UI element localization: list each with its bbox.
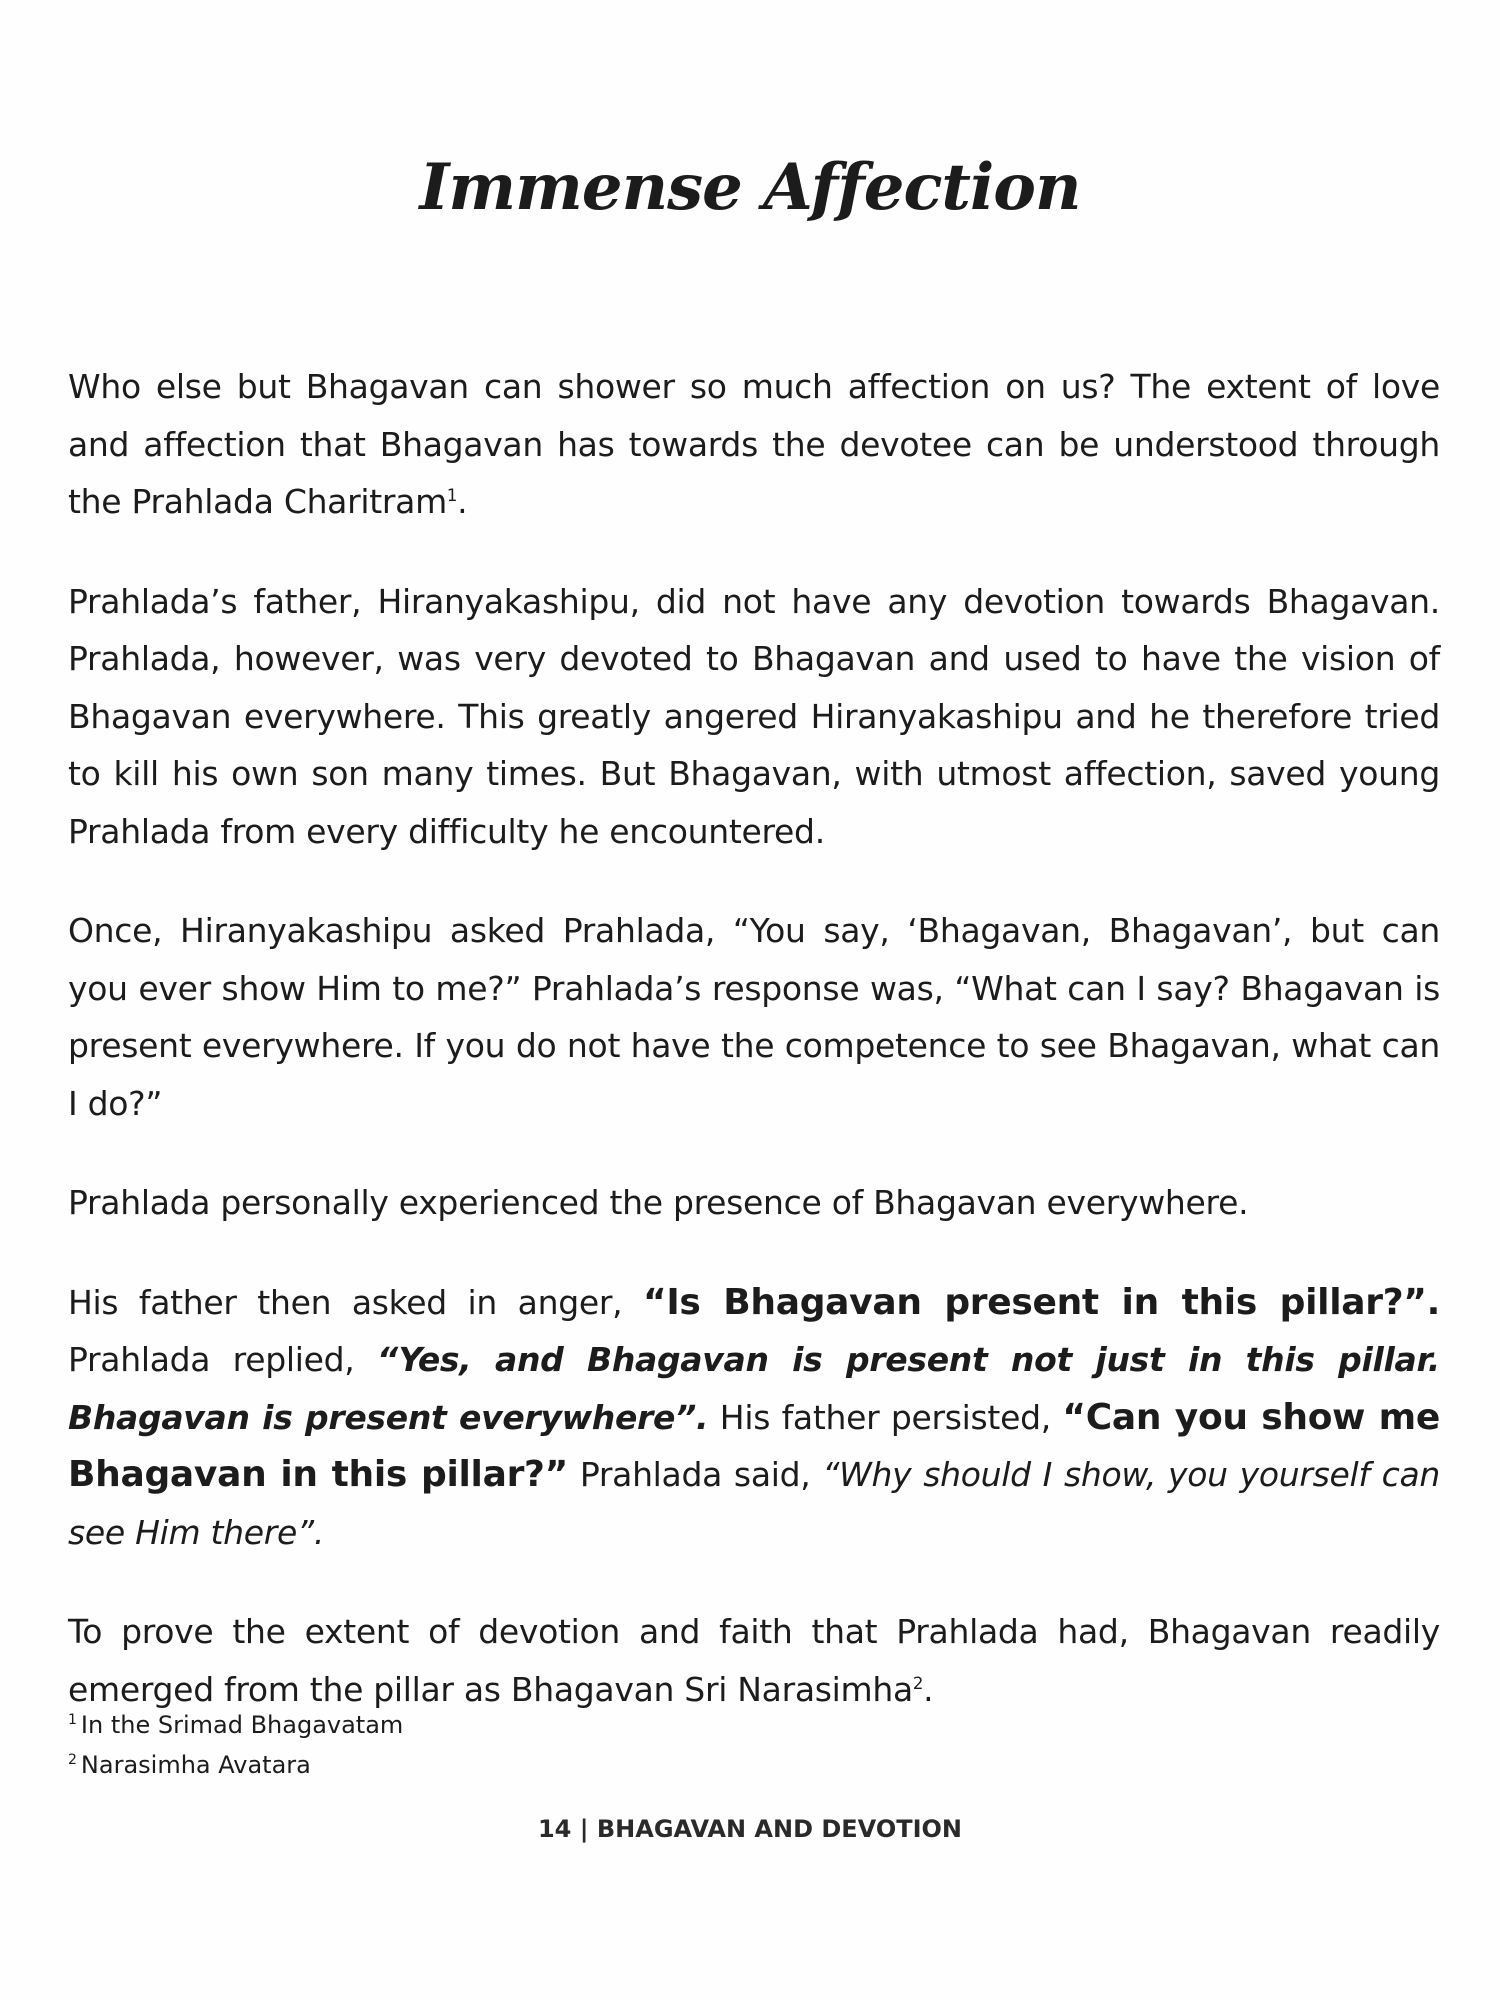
- paragraph-intro-text: Who else but Bhagavan can shower so much affection on us? The extent of love and affection that Bhagavan has towards the devotee can be understood through the Prahlada Charitram: [68, 367, 1440, 521]
- paragraph-narasimha: [68, 1603, 1440, 1718]
- page-footer: 14 | BHAGAVAN AND DEVOTION: [537, 1815, 963, 1843]
- footnote-text: Narasimha Avatara: [80, 1751, 311, 1779]
- footnote-mark: 1: [68, 1712, 77, 1728]
- footnote-2: [68, 1745, 868, 1785]
- footnote-mark: 2: [68, 1752, 77, 1768]
- pillar-quote-2: “Yes, and Bhagavan is present not just in this pillar. Bhagavan is present everywhere”.: [68, 1340, 1440, 1437]
- pillar-quote-1: “Is Bhagavan present in this pillar?”.: [642, 1281, 1441, 1323]
- paragraph-experience: Prahlada personally experienced the presence of Bhagavan everywhere.: [68, 1183, 1249, 1222]
- pillar-text-1: His father then asked in anger,: [68, 1282, 643, 1322]
- body-text: [68, 358, 1440, 1760]
- pillar-text-4: Prahlada said,: [567, 1455, 823, 1494]
- footnote-ref-1: 1: [446, 486, 458, 505]
- footnotes: [68, 1705, 868, 1785]
- paragraph-question: Once, Hiranyakashipu asked Prahlada, “You say, ‘Bhagavan, Bhagavan’, but can you ever show Him to me?” Prahlada’s response was, “What can I say? Bhagavan is present everywhere. If you do not have the competence to see Bhagavan, what can I do?”: [68, 911, 1440, 1123]
- paragraph-intro-end: .: [457, 482, 468, 521]
- paragraph-pillar: [68, 1274, 1440, 1562]
- paragraph-narasimha-text: To prove the extent of devotion and faith that Prahlada had, Bhagavan readily emerged from the pillar as Bhagavan Sri Narasimha: [68, 1612, 1440, 1709]
- footnote-ref-2: 2: [912, 1673, 924, 1693]
- pillar-text-2: Prahlada replied,: [68, 1340, 377, 1379]
- pillar-quote-4: “Why should I show, you yourself can see Him there”.: [68, 1455, 1440, 1552]
- pillar-text-3: His father persisted,: [708, 1397, 1063, 1437]
- page-title: Immense Affection: [419, 150, 1081, 225]
- paragraph-narasimha-end: .: [923, 1669, 934, 1709]
- footnote-text: In the Srimad Bhagavatam: [80, 1711, 404, 1739]
- footnote-1: [68, 1705, 868, 1745]
- pillar-quote-3: “Can you show me Bhagavan in this pillar?”: [68, 1396, 1440, 1495]
- paragraph-father: Prahlada’s father, Hiranyakashipu, did not have any devotion towards Bhagavan. Prahlada, however, was very devoted to Bhagavan and used to have the vision of Bhagavan everywhere. This greatly angered Hiranyakashipu and he therefore tried to kill his own son many times. But Bhagavan, with utmost affection, saved young Prahlada from every difficulty he encountered.: [68, 581, 1440, 851]
- paragraph-intro: [68, 358, 1440, 531]
